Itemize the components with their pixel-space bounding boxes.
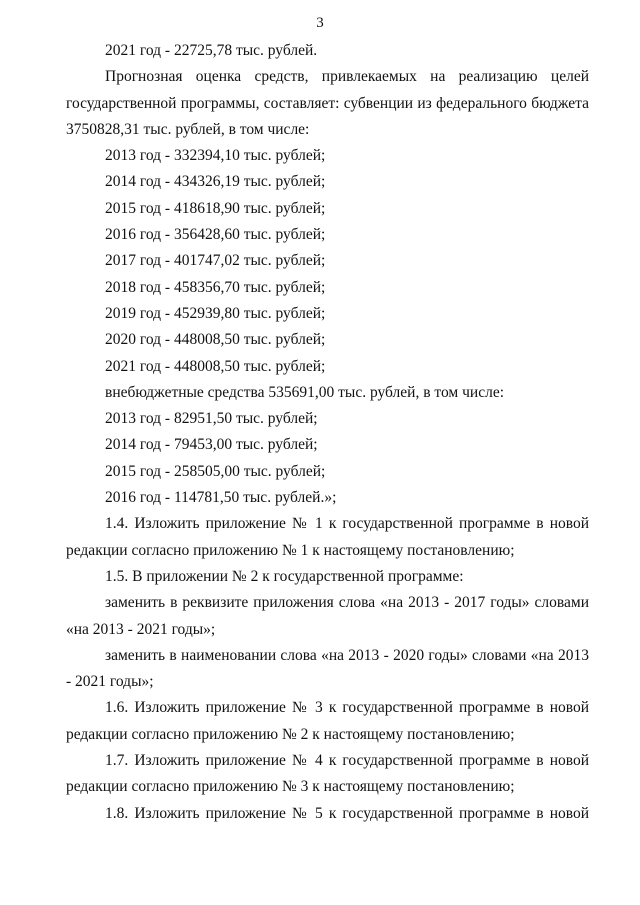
paragraph: заменить в реквизите приложения слова «на 2013 - 2017 годы» словами «на 2013 - 2021 годы»; (66, 594, 589, 638)
paragraph: 2014 год - 434326,19 тыс. рублей; (105, 173, 326, 191)
paragraph: 2021 год - 22725,78 тыс. рублей. (105, 42, 318, 59)
paragraph: 1.5. В приложении № 2 к государственной программе: (105, 567, 464, 585)
paragraph: 2016 год - 356428,60 тыс. рублей; (105, 226, 326, 244)
paragraph: 2019 год - 452939,80 тыс. рублей; (105, 304, 326, 322)
paragraph: заменить в наименовании слова «на 2013 - 2020 годы» словами «на 2013 - 2021 годы»; (66, 646, 589, 691)
document-body (66, 38, 589, 827)
paragraph: 2015 год - 258505,00 тыс. рублей; (105, 462, 326, 480)
paragraph: 2018 год - 458356,70 тыс. рублей; (105, 278, 326, 296)
paragraph: 2015 год - 418618,90 тыс. рублей; (105, 199, 326, 217)
paragraph: Прогнозная оценка средств, привлекаемых на реализацию целей государственной программы, составляет: субвенции из федерального бюджета 3750828,31 тыс. рублей, в том числе: (66, 68, 589, 138)
paragraph: 1.6. Изложить приложение № 3 к государственной программе в новой редакции согласно приложению № 2 к настоящему постановлению; (66, 699, 589, 743)
paragraph: 2013 год - 82951,50 тыс. рублей; (105, 410, 318, 428)
page-number: 3 (316, 15, 324, 31)
paragraph: 1.8. Изложить приложение № 5 к государственной программе в новой (105, 804, 589, 822)
paragraph: 2017 год - 401747,02 тыс. рублей; (105, 252, 326, 270)
paragraph: 2013 год - 332394,10 тыс. рублей; (105, 147, 326, 165)
paragraph: 2021 год - 448008,50 тыс. рублей; (105, 357, 326, 375)
paragraph: внебюджетные средства 535691,00 тыс. рублей, в том числе: (105, 383, 505, 401)
paragraph: 2016 год - 114781,50 тыс. рублей.»; (105, 489, 337, 507)
paragraph: 1.7. Изложить приложение № 4 к государственной программе в новой редакции согласно приложению № 3 к настоящему постановлению; (66, 752, 589, 796)
paragraph: 1.4. Изложить приложение № 1 к государственной программе в новой редакции согласно приложению № 1 к настоящему постановлению; (66, 515, 589, 559)
paragraph: 2020 год - 448008,50 тыс. рублей; (105, 331, 326, 349)
paragraph: 2014 год - 79453,00 тыс. рублей; (105, 436, 318, 454)
